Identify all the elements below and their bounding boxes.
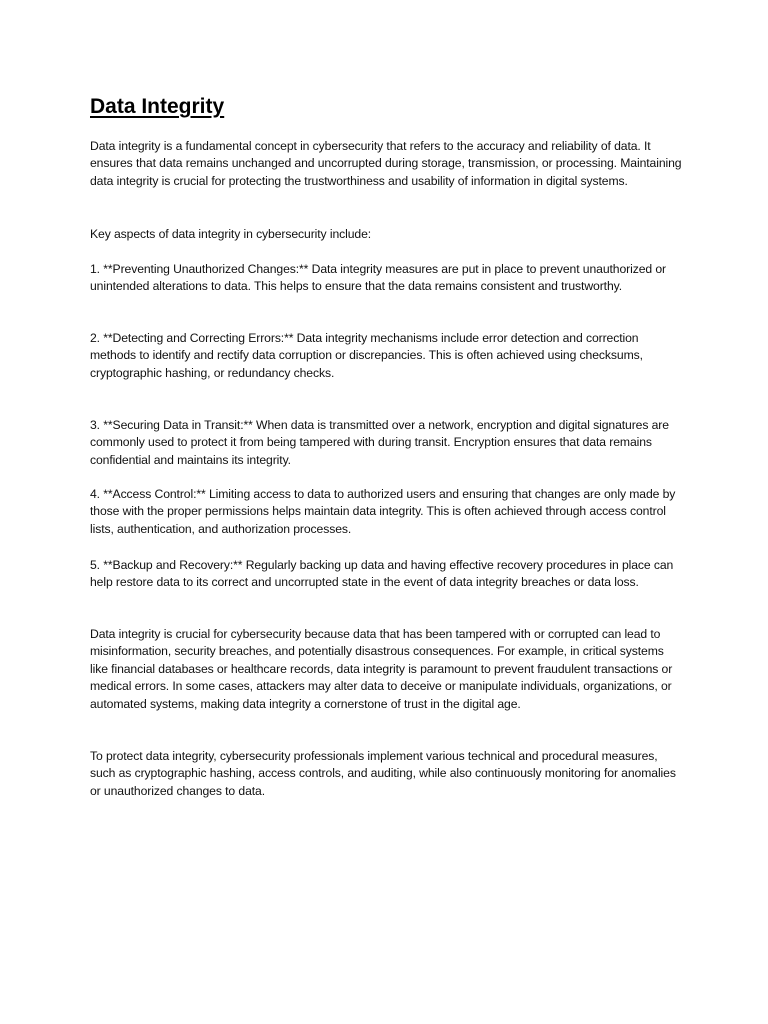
crucial-paragraph: Data integrity is crucial for cybersecurity because data that has been tampered with or corrupted can lead to misinformation, security breaches, and potentially disastrous consequences. For example, in critical systems like financial databases or healthcare records, data integrity is paramount to prevent fraudulent transactions or medical errors. In some cases, attackers may alter data to deceive or manipulate individuals, organizations, or automated systems, making data integrity a cornerstone of trust in the digital age. xyxy=(90,627,673,711)
list-item: 2. **Detecting and Correcting Errors:** Data integrity mechanisms include error detection and correction methods to identify and rectify data corruption or discrepancies. This is often achieved using checksums, cryptographic hashing, or redundancy checks. xyxy=(90,331,643,380)
key-aspects-intro: Key aspects of data integrity in cybersecurity include: xyxy=(90,227,372,241)
document-title: Data Integrity xyxy=(90,95,225,118)
intro-paragraph: Data integrity is a fundamental concept in cybersecurity that refers to the accuracy and reliability of data. It ensures that data remains unchanged and uncorrupted during storage, transmission, or processing. Maintaining data integrity is crucial for protecting the trustworthiness and usability of information in digital systems. xyxy=(90,139,682,188)
list-item: 1. **Preventing Unauthorized Changes:** Data integrity measures are put in place to prevent unauthorized or unintended alterations to data. This helps to ensure that the data remains consistent and trustworthy. xyxy=(90,262,667,294)
list-item: 4. **Access Control:** Limiting access to data to authorized users and ensuring that changes are only made by those with the proper permissions helps maintain data integrity. This is often achieved through access control lists, authentication, and authorization processes. xyxy=(90,487,676,536)
closing-paragraph: To protect data integrity, cybersecurity professionals implement various technical and procedural measures, such as cryptographic hashing, access controls, and auditing, while also continuously monitoring for anomalies or unauthorized changes to data. xyxy=(90,749,676,798)
list-item: 3. **Securing Data in Transit:** When data is transmitted over a network, encryption and digital signatures are commonly used to protect it from being tampered with during transit. Encryption ensures that data remains confidential and maintains its integrity. xyxy=(90,418,669,467)
list-item: 5. **Backup and Recovery:** Regularly backing up data and having effective recovery procedures in place can help restore data to its correct and uncorrupted state in the event of data integrity breaches or data loss. xyxy=(90,558,674,590)
